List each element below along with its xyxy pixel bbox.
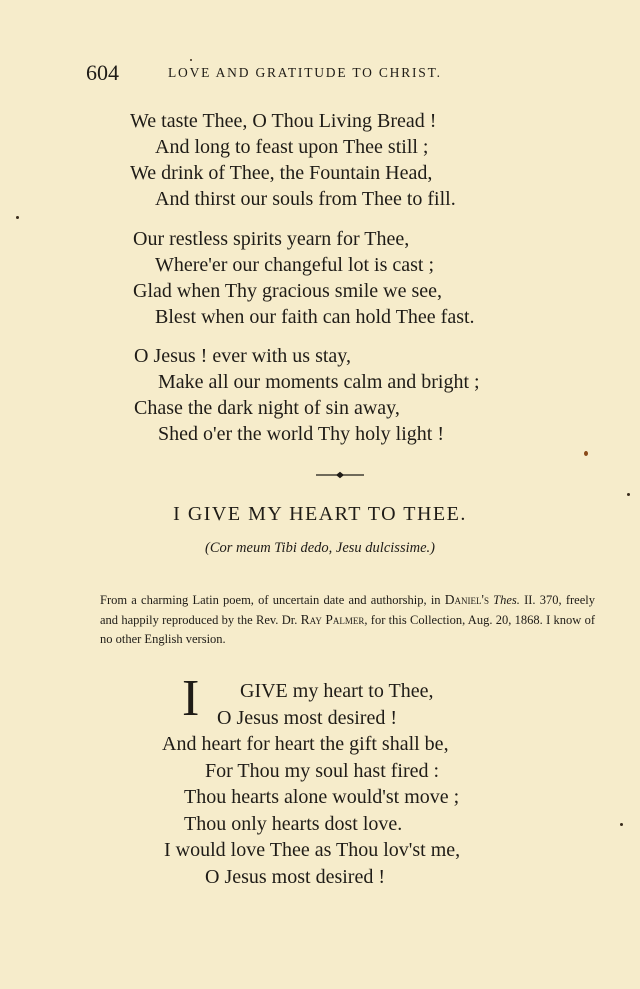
page-header [86, 60, 540, 90]
verse-line: GIVE my heart to Thee, [240, 680, 434, 702]
note-daniel: Daniel's [444, 592, 489, 607]
verse-line: Where'er our changeful lot is cast ; [155, 254, 435, 276]
note-text: From a charming Latin poem, of uncertain date and authorship, in [100, 593, 445, 607]
speck [584, 451, 588, 456]
source-note [100, 590, 595, 649]
running-head: LOVE AND GRATITUDE TO CHRIST. [168, 65, 442, 80]
drop-cap: I [182, 670, 200, 727]
verse-line: Glad when Thy gracious smile we see, [133, 280, 442, 302]
stanza-2 [130, 226, 600, 330]
verse-line: I would love Thee as Thou lov'st me, [164, 839, 461, 861]
note-text: II. 370, freely and happily reproduced by the Rev. Dr. [100, 593, 595, 627]
verse-line: Our restless spirits yearn for Thee, [133, 228, 410, 250]
speck [16, 216, 19, 219]
verse-line: O Jesus most desired ! [217, 706, 397, 729]
stanza-1 [130, 108, 600, 212]
note-text: , for this Collection, Aug. 20, 1868. I know of no other English version. [100, 613, 596, 646]
verse-line: And long to feast upon Thee still ; [155, 136, 429, 158]
verse-line: O Jesus ! ever with us stay, [134, 345, 352, 367]
note-thes: Thes. [493, 593, 520, 607]
hymn-subtitle: (Cor meum Tibi dedo, Jesu dulcissime.) [205, 540, 435, 556]
divider-ornament [316, 470, 364, 480]
speck [620, 823, 623, 826]
stanza-3 [130, 343, 600, 447]
hymn-text [162, 678, 582, 890]
verse-line: We drink of Thee, the Fountain Head, [130, 162, 433, 184]
speck [190, 59, 192, 61]
verse-line: And heart for heart the gift shall be, [162, 733, 449, 755]
verse-line: Thou hearts alone would'st move ; [184, 786, 460, 808]
verse-line: And thirst our souls from Thee to fill. [155, 188, 456, 210]
verse-line: Make all our moments calm and bright ; [158, 371, 480, 393]
verse-line: Thou only hearts dost love. [184, 812, 403, 835]
verse-line: Blest when our faith can hold Thee fast. [155, 306, 475, 328]
verse-line: Chase the dark night of sin away, [134, 397, 400, 419]
verse-line: Shed o'er the world Thy holy light ! [158, 423, 444, 445]
speck [627, 493, 630, 496]
verse-line: O Jesus most desired ! [205, 865, 385, 888]
page-number: 604 [86, 60, 119, 85]
verse-line: For Thou my soul hast fired : [205, 759, 440, 782]
note-palmer: Ray Palmer [300, 612, 365, 627]
verse-line: We taste Thee, O Thou Living Bread ! [130, 110, 437, 132]
hymn-title: I GIVE MY HEART TO THEE. [173, 503, 467, 525]
